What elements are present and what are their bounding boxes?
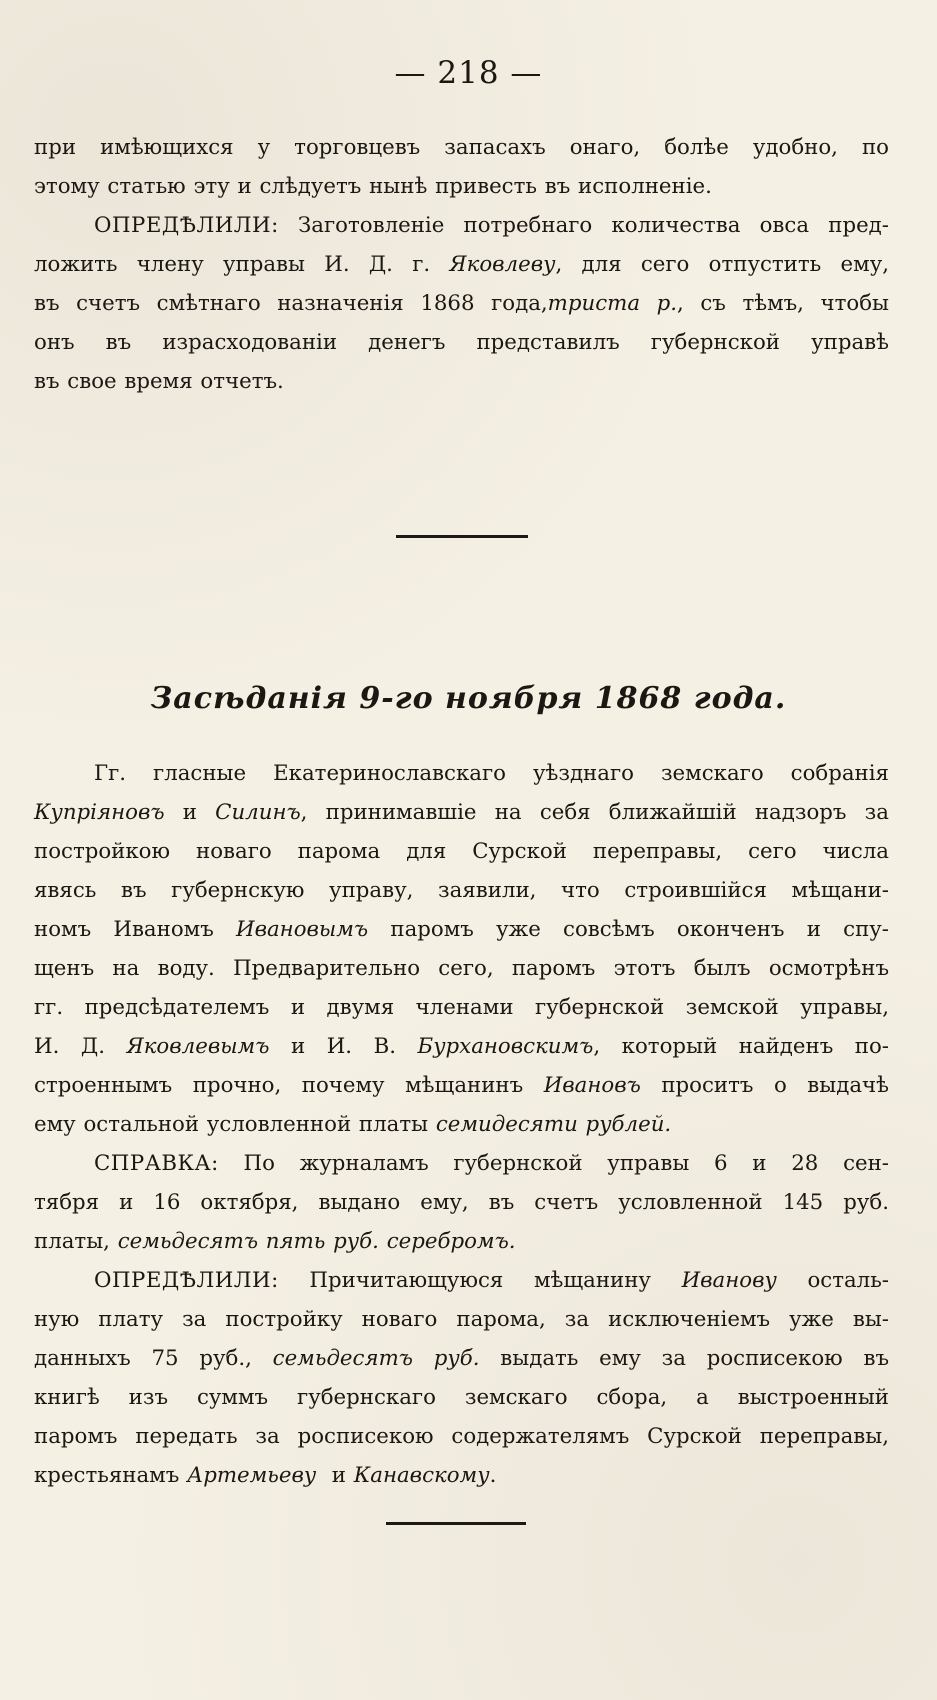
text-line: крестьянамъ Артемьеву и Канавскому.: [34, 1463, 497, 1488]
text-line: гг. предсѣдателемъ и двумя членами губернской земской управы,: [34, 995, 889, 1020]
text-line: строеннымъ прочно, почему мѣщанинъ Ивановъ проситъ о выдачѣ: [34, 1073, 889, 1098]
reference-label: СПРАВКА:: [94, 1151, 219, 1176]
text-line: паромъ передать за росписекою содержателямъ Сурской переправы,: [34, 1424, 889, 1449]
person-name: Артемьеву: [187, 1463, 317, 1488]
amount-text: семидесяти рублей.: [435, 1112, 672, 1137]
amount-text: семьдесятъ руб.: [272, 1346, 480, 1371]
text-line: ему остальной условленной платы семидесяти рублей.: [34, 1112, 672, 1137]
reference-paragraph: [34, 1144, 889, 1261]
page-number: — 218 —: [394, 55, 543, 91]
text-line: тября и 16 октября, выдано ему, въ счетъ условленной 145 руб.: [34, 1190, 889, 1215]
text-line: щенъ на воду. Предварительно сего, паромъ этотъ былъ осмотрѣнъ: [34, 956, 889, 981]
session-title: Засѣданія 9-го ноября 1868 года.: [150, 681, 787, 716]
text-line: ложить члену управы И. Д. г. Яковлеву, для сего отпустить ему,: [34, 252, 889, 277]
text-line: данныхъ 75 руб., семьдесятъ руб. выдать ему за росписекою въ: [34, 1346, 889, 1371]
text-line: постройкою новаго парома для Сурской переправы, сего числа: [34, 839, 889, 864]
resolution-paragraph-2: [34, 1261, 889, 1495]
amount-text: семьдесятъ пять руб. серебромъ.: [117, 1229, 516, 1254]
text-line: ную плату за постройку новаго парома, за исключеніемъ уже вы-: [34, 1307, 889, 1332]
text-line: номъ Иваномъ Ивановымъ паромъ уже совсѣмъ оконченъ и спу-: [34, 917, 889, 942]
text-line: Гг. гласные Екатеринославскаго уѣзднаго земскаго собранія: [94, 761, 889, 786]
text-line: Купріяновъ и Силинъ, принимавшіе на себя ближайшій надзоръ за: [34, 800, 889, 825]
person-name: Канавскому: [353, 1463, 490, 1488]
person-name: Иванову: [681, 1268, 777, 1293]
person-name: Ивановъ: [543, 1073, 641, 1098]
text-line: въ счетъ смѣтнаго назначенія 1868 года,триста р., съ тѣмъ, чтобы: [34, 291, 889, 316]
text-line: книгѣ изъ суммъ губернскаго земскаго сбора, а выстроенный: [34, 1385, 889, 1410]
text-line: въ свое время отчетъ.: [34, 369, 284, 394]
resolution-label: ОПРЕДѢЛИЛИ:: [94, 1268, 279, 1293]
top-paragraph: [34, 128, 889, 206]
end-divider: [386, 1522, 526, 1525]
text-line: онъ въ израсходованіи денегъ представилъ губернской управѣ: [34, 330, 889, 355]
text-line: этому статью эту и слѣдуетъ нынѣ привесть въ исполненіе.: [34, 174, 712, 199]
text-line: СПРАВКА: По журналамъ губернской управы 6 и 28 сен-: [94, 1151, 889, 1176]
text-line: платы, семьдесятъ пять руб. серебромъ.: [34, 1229, 516, 1254]
person-name: Ивановымъ: [236, 917, 369, 942]
resolution-label: ОПРЕДѢЛИЛИ:: [94, 213, 279, 238]
text-line: ОПРЕДѢЛИЛИ: Заготовленіе потребнаго количества овса пред-: [94, 213, 889, 238]
text-line: при имѣющихся у торговцевъ запасахъ онаго, болѣе удобно, по: [34, 135, 889, 160]
resolution-paragraph-1: [34, 206, 889, 401]
section-divider: [396, 535, 528, 538]
person-name: Яковлевымъ: [126, 1034, 270, 1059]
person-name: Силинъ: [215, 800, 301, 825]
person-name: Купріяновъ: [34, 800, 165, 825]
text-line: ОПРЕДѢЛИЛИ: Причитающуюся мѣщанину Иванову осталь-: [94, 1268, 890, 1293]
person-name: Бурхановскимъ: [417, 1034, 594, 1059]
amount-text: триста р.: [547, 291, 678, 316]
text-line: И. Д. Яковлевымъ и И. В. Бурхановскимъ, который найденъ по-: [34, 1034, 890, 1059]
report-paragraph: [34, 754, 889, 1144]
person-name: Яковлеву: [449, 252, 556, 277]
text-line: явясь въ губернскую управу, заявили, что строившійся мѣщани-: [34, 878, 889, 903]
